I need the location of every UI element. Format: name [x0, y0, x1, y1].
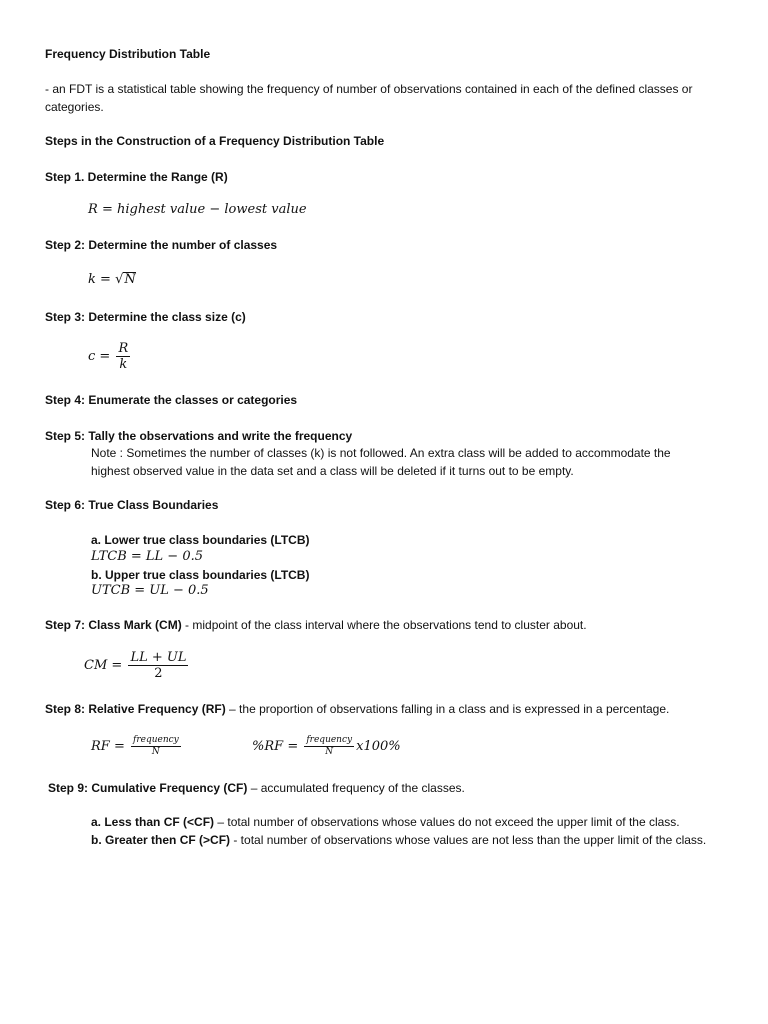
square-root-icon: √: [115, 272, 124, 287]
greater-than-cf-description: - total number of observations whose values are not less than the upper limit of the class.: [230, 833, 707, 847]
document-title: Frequency Distribution Table: [45, 47, 211, 61]
step9-heading: Step 9: Cumulative Frequency (CF): [48, 781, 248, 795]
class-mark-formula: CM = $\frac{LL + UL}{2}$: [84, 650, 187, 681]
fraction-numerator: LL + UL: [130, 650, 187, 665]
fraction-denominator: N: [325, 747, 334, 757]
step7-description: - midpoint of the class interval where the observations tend to cluster about.: [181, 618, 587, 632]
class-size-formula: c = $\frac{R}{k}$: [88, 341, 129, 372]
classes-formula-radicand: N: [124, 272, 136, 287]
fraction-denominator: N: [151, 747, 160, 757]
utcb-label: b. Upper true class boundaries (LTCB): [91, 568, 310, 582]
fraction-denominator: k: [119, 357, 128, 372]
fdt-definition: - an FDT is a statistical table showing the frequency of number of observations contained in each of the defined classes or categories.: [45, 82, 693, 114]
class-size-fraction: [116, 341, 130, 372]
less-than-cf-label: a. Less than CF (<CF): [91, 815, 215, 829]
classes-formula: k = √N: [88, 272, 136, 287]
greater-than-cf-item: [91, 831, 716, 849]
rf-fraction: [131, 735, 181, 758]
rf-formula: RF = $\frac{\text{frequency}}{N}$: [91, 735, 179, 757]
less-than-cf-item: [91, 813, 716, 831]
step9-line: [48, 779, 465, 797]
steps-heading: Steps in the Construction of a Frequency Distribution Table: [45, 134, 385, 148]
step8-description: – the proportion of observations falling in a class and is expressed in a percentage.: [225, 702, 670, 716]
classes-formula-lhs: k: [88, 272, 96, 287]
less-than-cf-description: – total number of observations whose values do not exceed the upper limit of the class.: [214, 815, 680, 829]
step6-heading: Step 6: True Class Boundaries: [45, 498, 219, 512]
range-formula-rhs: highest value − lowest value: [116, 202, 307, 217]
fraction-numerator: frequency: [306, 735, 353, 745]
utcb-formula: UTCB = UL − 0.5: [91, 583, 209, 598]
class-mark-fraction: [128, 650, 188, 681]
step7-line: [45, 616, 587, 634]
percent-rf-formula: %RF = $\frac{\text{frequency}}{N}$ x100%: [252, 735, 401, 757]
step3-heading: Step 3: Determine the class size (c): [45, 310, 246, 324]
step8-line: [45, 700, 669, 718]
percent-rf-lhs: %RF: [252, 739, 284, 754]
greater-than-cf-label: b. Greater then CF (>CF): [91, 833, 231, 847]
range-formula: R = highest value − lowest value: [88, 202, 307, 217]
fraction-numerator: frequency: [132, 735, 179, 745]
ltcb-label: a. Lower true class boundaries (LTCB): [91, 533, 310, 547]
step7-heading: Step 7: Class Mark (CM): [45, 618, 182, 632]
step4-heading: Step 4: Enumerate the classes or categories: [45, 393, 298, 407]
fraction-denominator: 2: [154, 666, 163, 681]
rf-lhs: RF: [91, 739, 110, 754]
step1-heading: Step 1. Determine the Range (R): [45, 170, 228, 184]
percent-rf-suffix: x100%: [356, 739, 401, 754]
step8-heading: Step 8: Relative Frequency (RF): [45, 702, 226, 716]
step2-heading: Step 2: Determine the number of classes: [45, 238, 278, 252]
class-mark-lhs: CM: [84, 658, 108, 673]
percent-rf-fraction: [304, 735, 354, 758]
step5-heading: Step 5: Tally the observations and write the frequency: [45, 429, 353, 443]
class-size-lhs: c: [88, 349, 96, 364]
range-formula-lhs: R: [88, 202, 98, 217]
fraction-numerator: R: [118, 341, 129, 356]
ltcb-formula: LTCB = LL − 0.5: [91, 549, 203, 564]
step5-note: Note : Sometimes the number of classes (k) is not followed. An extra class will be added to accommodate the highest observed value in the data set and a class will be deleted if it turns out to be empty.: [91, 446, 671, 478]
step9-description: – accumulated frequency of the classes.: [247, 781, 465, 795]
